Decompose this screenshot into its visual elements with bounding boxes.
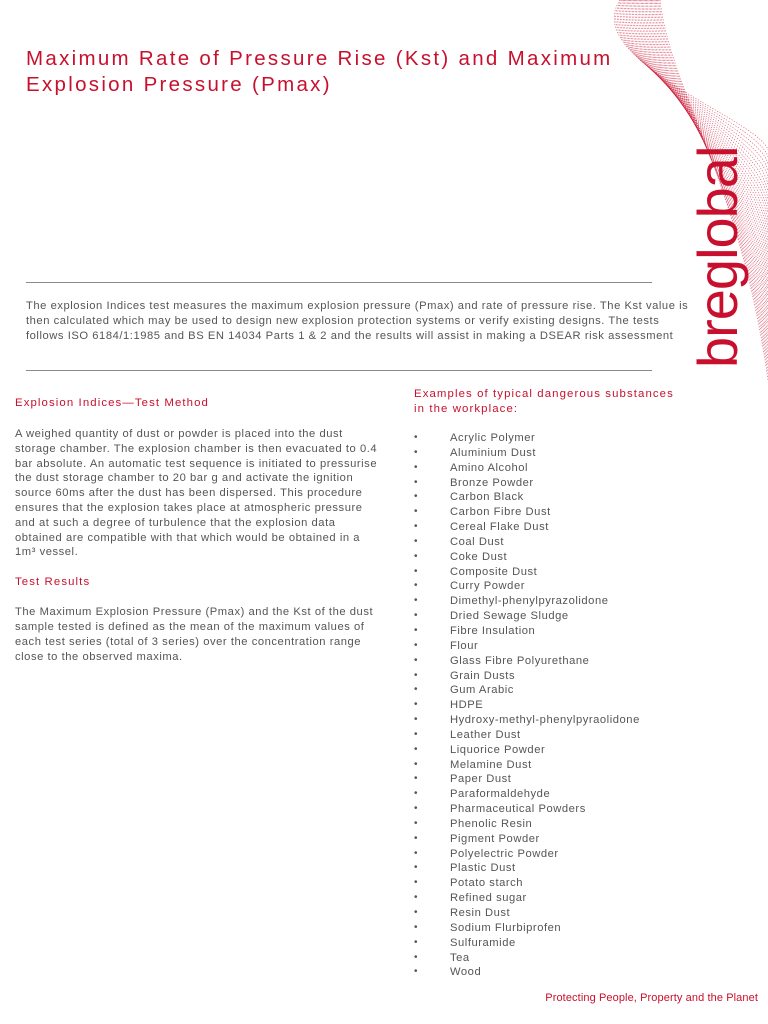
substance-name: Grain Dusts [450, 669, 516, 682]
substance-list-item [414, 847, 754, 862]
substance-name: Tea [450, 951, 470, 964]
substance-list-item [414, 817, 754, 832]
substance-list-item [414, 639, 754, 654]
substance-list-item [414, 446, 754, 461]
substance-name: Cereal Flake Dust [450, 521, 549, 534]
substance-list-item [414, 669, 754, 684]
substance-list-item [414, 476, 754, 491]
substance-name: Flour [450, 639, 479, 652]
examples-heading-line2: in the workplace: [414, 402, 519, 415]
substance-list-item [414, 565, 754, 580]
substance-list-item [414, 579, 754, 594]
bullet-icon: • [414, 535, 419, 547]
divider-bottom [26, 370, 652, 371]
bullet-icon: • [414, 639, 419, 651]
bullet-icon: • [414, 892, 419, 904]
examples-heading [414, 387, 754, 416]
substance-list-item [414, 535, 754, 550]
substance-list-item [414, 461, 754, 476]
substance-name: Carbon Black [450, 491, 524, 504]
examples-heading-line1: Examples of typical dangerous substances [414, 388, 674, 400]
substance-name: Paraformaldehyde [450, 788, 551, 801]
substance-name: Coke Dust [450, 550, 508, 563]
substance-list-item [414, 772, 754, 787]
bullet-icon: • [414, 773, 419, 785]
substance-name: Amino Alcohol [450, 461, 529, 474]
intro-paragraph: The explosion Indices test measures the maximum explosion pressure (Pmax) and rate of pressure rise. The Kst value is then calculated which may be used to design new explosion protection systems or verify existing designs. The tests follows ISO 6184/1:1985 and BS EN 14034 Parts 1 & 2 and the results will assist in making a DSEAR risk assessment [26, 300, 689, 342]
substance-list-item [414, 550, 754, 565]
substance-name: Liquorice Powder [450, 743, 546, 756]
substance-list [414, 431, 754, 980]
substance-name: Polyelectric Powder [450, 847, 559, 860]
substance-name: Refined sugar [450, 892, 527, 905]
bullet-icon: • [414, 788, 419, 800]
substance-name: Bronze Powder [450, 476, 534, 489]
substance-list-item [414, 431, 754, 446]
substance-list-item [414, 683, 754, 698]
substance-name: Glass Fibre Polyurethane [450, 654, 590, 667]
bullet-icon: • [414, 743, 419, 755]
bullet-icon: • [414, 832, 419, 844]
substance-name: Coal Dust [450, 535, 505, 548]
bullet-icon: • [414, 580, 419, 592]
page-title-line2: Explosion Pressure (Pmax) [26, 73, 332, 96]
substance-list-item [414, 965, 754, 980]
substance-name: Hydroxy-methyl-phenylpyraolidone [450, 714, 640, 727]
bullet-icon: • [414, 432, 419, 443]
substance-name: Carbon Fibre Dust [450, 506, 551, 519]
divider-top [26, 282, 652, 283]
substance-list-item [414, 906, 754, 921]
substance-name: Composite Dust [450, 565, 538, 578]
bullet-icon: • [414, 951, 419, 963]
left-column [15, 396, 380, 664]
test-method-paragraph: A weighed quantity of dust or powder is placed into the dust storage chamber. The explosion chamber is then evacuated to 0.4 bar absolute. An automatic test sequence is initiated to pressurise the dust storage chamber to 20 bar g and activate the ignition source 60ms after the dust has been dispersed. This procedure ensures that the explosion takes place at atmospheric pressure and at such a degree of turbulence that the explosion data obtained are compatible with that which would be obtained in a 1m³ vessel. [15, 428, 378, 559]
bullet-icon: • [414, 521, 419, 533]
substance-list-item [414, 624, 754, 639]
substance-name: Potato starch [450, 877, 524, 890]
bullet-icon: • [414, 699, 419, 711]
substance-name: Acrylic Polymer [450, 432, 536, 444]
substance-name: Curry Powder [450, 580, 525, 593]
substance-name: Phenolic Resin [450, 817, 533, 830]
substance-list-item [414, 936, 754, 951]
bullet-icon: • [414, 624, 419, 636]
bullet-icon: • [414, 758, 419, 770]
substance-list-item [414, 698, 754, 713]
bullet-icon: • [414, 550, 419, 562]
substance-name: Melamine Dust [450, 758, 532, 771]
bullet-icon: • [414, 728, 419, 740]
bullet-icon: • [414, 877, 419, 889]
bullet-icon: • [414, 491, 419, 503]
substance-list-item [414, 802, 754, 817]
page-title [26, 46, 726, 98]
substance-name: Leather Dust [450, 728, 521, 741]
substance-list-item [414, 713, 754, 728]
substance-name: Plastic Dust [450, 862, 516, 875]
substance-name: Aluminium Dust [450, 446, 537, 459]
bullet-icon: • [414, 847, 419, 859]
bullet-icon: • [414, 714, 419, 726]
right-column [414, 387, 754, 980]
substance-list-item [414, 861, 754, 876]
bullet-icon: • [414, 966, 419, 978]
bullet-icon: • [414, 595, 419, 607]
bullet-icon: • [414, 817, 419, 829]
substance-name: Pharmaceutical Powders [450, 803, 586, 816]
bullet-icon: • [414, 907, 419, 918]
bullet-icon: • [414, 446, 419, 458]
bullet-icon: • [414, 921, 419, 933]
bullet-icon: • [414, 862, 419, 874]
substance-list-item [414, 490, 754, 505]
substance-name: Sodium Flurbiprofen [450, 921, 562, 934]
footer-tagline: Protecting People, Property and the Planet [545, 992, 758, 1004]
substance-list-item [414, 951, 754, 966]
bullet-icon: • [414, 669, 419, 681]
substance-name: HDPE [450, 699, 484, 712]
substance-list-item [414, 728, 754, 743]
substance-list-item [414, 609, 754, 624]
substance-list-item [414, 505, 754, 520]
substance-name: Pigment Powder [450, 832, 540, 845]
substance-list-item [414, 594, 754, 609]
substance-name: Sulfuramide [450, 936, 516, 949]
breglobal-logo: breglobal [686, 146, 749, 368]
test-results-paragraph: The Maximum Explosion Pressure (Pmax) and the Kst of the dust sample tested is defined as the mean of the maximum values of each test series (total of 3 series) over the concentration range close to the observed maxima. [15, 606, 374, 663]
page-title-line1: Maximum Rate of Pressure Rise (Kst) and Maximum [26, 47, 613, 70]
substance-name: Fibre Insulation [450, 624, 536, 637]
substance-list-item [414, 758, 754, 773]
bullet-icon: • [414, 610, 419, 622]
substance-list-item [414, 520, 754, 535]
bullet-icon: • [414, 936, 419, 948]
test-method-heading: Explosion Indices—Test Method [15, 397, 209, 409]
substance-name: Resin Dust [450, 907, 511, 919]
substance-name: Gum Arabic [450, 684, 514, 697]
bullet-icon: • [414, 654, 419, 666]
bullet-icon: • [414, 461, 419, 473]
substance-list-item [414, 891, 754, 906]
substance-list-item [414, 921, 754, 936]
bullet-icon: • [414, 476, 419, 488]
test-results-heading: Test Results [15, 576, 91, 589]
bullet-icon: • [414, 506, 419, 518]
substance-name: Dried Sewage Sludge [450, 610, 569, 623]
substance-list-item [414, 876, 754, 891]
substance-list-item [414, 743, 754, 758]
bullet-icon: • [414, 803, 419, 815]
bullet-icon: • [414, 565, 419, 577]
substance-name: Dimethyl-phenylpyrazolidone [450, 595, 609, 608]
bullet-icon: • [414, 684, 419, 696]
substance-name: Wood [450, 966, 482, 979]
substance-list-item [414, 787, 754, 802]
substance-list-item [414, 832, 754, 847]
substance-list-item [414, 654, 754, 669]
substance-name: Paper Dust [450, 773, 512, 786]
